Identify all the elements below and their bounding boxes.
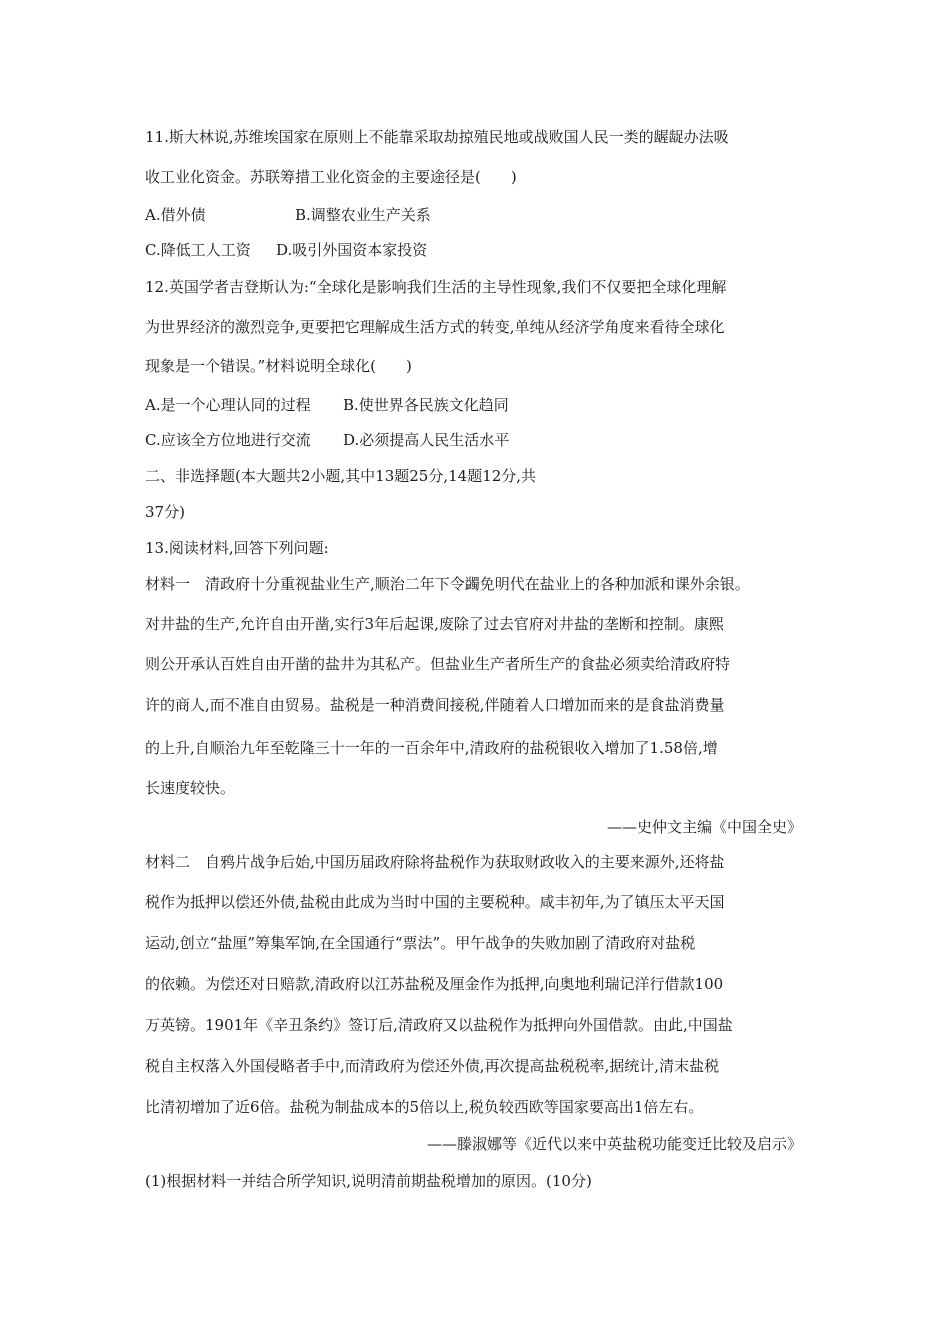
- q11-option-d: D.吸引外国资本家投资: [276, 241, 428, 259]
- q12-option-a: A.是一个心理认同的过程: [145, 396, 311, 414]
- material1-line4: 许的商人,而不准自由贸易。盐税是一种消费间接税,伴随着人口增加而来的是食盐消费量: [145, 696, 725, 714]
- material2-line7: 比清初增加了近6倍。盐税为制盐成本的5倍以上,税负较西欧等国家要高出1倍左右。: [145, 1098, 704, 1116]
- q12-stem-line3: 现象是一个错误。”材料说明全球化( ): [145, 357, 412, 375]
- material1-source: ——史仲文主编《中国全史》: [606, 818, 802, 836]
- material2-line6: 税自主权落入外国侵略者手中,而清政府为偿还外债,再次提高盐税税率,据统计,清末盐税: [145, 1057, 720, 1075]
- q11-options-row2: [145, 240, 427, 260]
- q12-option-b: B.使世界各民族文化趋同: [343, 396, 509, 414]
- q11-options-row1: [145, 205, 431, 225]
- material1-line5: 的上升,自顺治九年至乾隆三十一年的一百余年中,清政府的盐税银收入增加了1.58倍,增: [145, 739, 718, 757]
- q13-intro: 13.阅读材料,回答下列问题:: [145, 539, 329, 557]
- material2-source: ——滕淑娜等《近代以来中英盐税功能变迁比较及启示》: [426, 1135, 802, 1153]
- q11-option-c: C.降低工人工资: [145, 241, 251, 259]
- material1-line6: 长速度较快。: [145, 779, 236, 797]
- material1-line3: 则公开承认百姓自由开凿的盐井为其私产。但盐业生产者所生产的食盐必须卖给清政府特: [145, 655, 731, 673]
- q13-subquestion-1: (1)根据材料一并结合所学知识,说明清前期盐税增加的原因。(10分): [145, 1172, 592, 1190]
- q12-options-row2: [145, 430, 509, 450]
- material2-line3: 运动,创立“盐厘”筹集军饷,在全国通行“票法”。甲午战争的失败加剧了清政府对盐税: [145, 934, 696, 952]
- section2-heading-line1: 二、非选择题(本大题共2小题,其中13题25分,14题12分,共: [145, 467, 537, 485]
- material1-line1: 材料一 清政府十分重视盐业生产,顺治二年下令蠲免明代在盐业上的各种加派和课外余银。: [145, 575, 750, 593]
- material2-line5: 万英镑。1901年《辛丑条约》签订后,清政府又以盐税作为抵押向外国借款。由此,中国盐: [145, 1016, 733, 1034]
- q11-stem-line2: 收工业化资金。苏联筹措工业化资金的主要途径是( ): [145, 168, 517, 186]
- q12-options-row1: [145, 395, 509, 415]
- q11-option-a: A.借外债: [145, 206, 206, 224]
- material2-line2: 税作为抵押以偿还外债,盐税由此成为当时中国的主要税种。咸丰初年,为了镇压太平天国: [145, 893, 725, 911]
- material1-line2: 对井盐的生产,允许自由开凿,实行3年后起课,废除了过去官府对井盐的垄断和控制。康熙: [145, 615, 724, 633]
- q12-stem-line2: 为世界经济的激烈竞争,更要把它理解成生活方式的转变,单纯从经济学角度来看待全球化: [145, 318, 725, 336]
- q12-stem-line1: 12.英国学者吉登斯认为:“全球化是影响我们生活的主导性现象,我们不仅要把全球化理解: [145, 278, 727, 296]
- material2-line1: 材料二 自鸦片战争后始,中国历届政府除将盐税作为获取财政收入的主要来源外,还将盐: [145, 853, 725, 871]
- section2-heading-line2: 37分): [145, 503, 185, 521]
- q12-option-c: C.应该全方位地进行交流: [145, 431, 311, 449]
- q11-option-b: B.调整农业生产关系: [295, 206, 431, 224]
- q11-stem-line1: 11.斯大林说,苏维埃国家在原则上不能靠采取劫掠殖民地或战败国人民一类的龌龊办法吸: [145, 128, 729, 146]
- material2-line4: 的依赖。为偿还对日赔款,清政府以江苏盐税及厘金作为抵押,向奥地利瑞记洋行借款100: [145, 975, 724, 993]
- q12-option-d: D.必须提高人民生活水平: [343, 431, 510, 449]
